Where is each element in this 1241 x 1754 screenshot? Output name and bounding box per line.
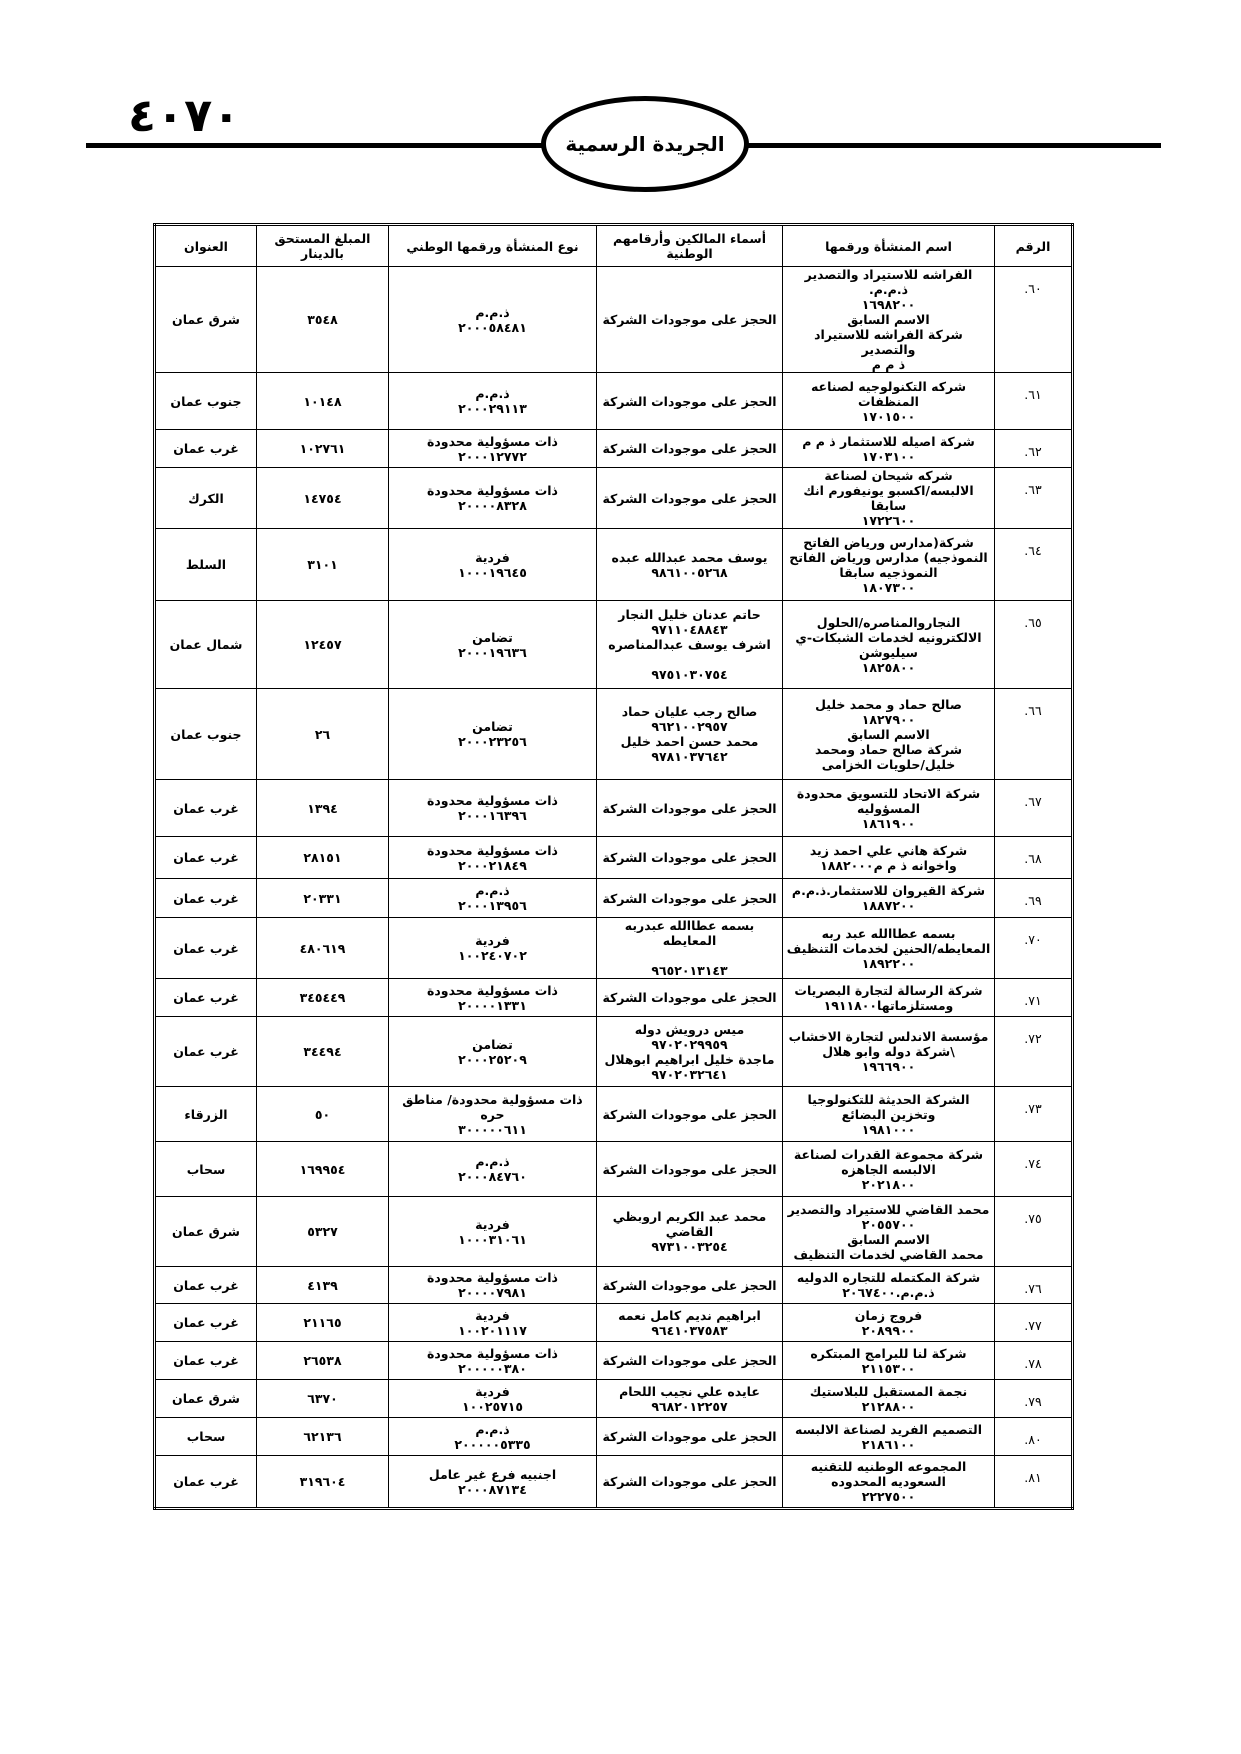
cell-type: فردية ١٠٠٢٤٠٧٠٢: [389, 918, 597, 979]
cell-owners: الحجز على موجودات الشركة: [597, 1142, 783, 1197]
cell-type: ذات مسؤولية محدودة ٢٠٠٠١٦٣٩٦: [389, 780, 597, 837]
cell-address: غرب عمان: [155, 1304, 257, 1342]
cell-type: اجنبيه فرع غير عامل ٢٠٠٠٨٧١٣٤: [389, 1456, 597, 1509]
cell-type: تضامن ٢٠٠٠٢٣٢٥٦: [389, 689, 597, 780]
cell-owners: الحجز على موجودات الشركة: [597, 1267, 783, 1304]
cell-address: غرب عمان: [155, 1267, 257, 1304]
cell-type: فردية ١٠٠٢٥٧١٥: [389, 1380, 597, 1418]
cell-owners: الحجز على موجودات الشركة: [597, 430, 783, 468]
cell-establishment-name: شركه التكنولوجيه لصناعه المنظفات ١٧٠١٥٠٠: [783, 373, 995, 430]
registry-table: [153, 223, 1074, 1510]
table-row: [155, 529, 1073, 601]
table-row: [155, 1197, 1073, 1267]
cell-address: السلط: [155, 529, 257, 601]
cell-number: ٧٠.: [995, 918, 1073, 979]
cell-amount: ٢٦٥٣٨: [257, 1342, 389, 1380]
cell-address: جنوب عمان: [155, 373, 257, 430]
table-header-row: [155, 225, 1073, 267]
cell-address: الكرك: [155, 468, 257, 529]
cell-address: غرب عمان: [155, 879, 257, 918]
col-header-name: اسم المنشأة ورقمها: [783, 225, 995, 267]
table-row: [155, 979, 1073, 1017]
cell-owners: يوسف محمد عبدالله عبده ٩٨٦١٠٠٥٢٦٨: [597, 529, 783, 601]
cell-type: ذات مسؤولية محدودة ٢٠٠٠٠٨٣٢٨: [389, 468, 597, 529]
cell-owners: الحجز على موجودات الشركة: [597, 468, 783, 529]
cell-amount: ١٦٩٩٥٤: [257, 1142, 389, 1197]
cell-address: سحاب: [155, 1418, 257, 1456]
cell-establishment-name: الفراشه للاستيراد والتصدير ذ.م.م. ١٦٩٨٢٠٠ الاسم السابق شركة الفراشه للاستيراد والتصدير ذ م م: [783, 267, 995, 373]
cell-address: سحاب: [155, 1142, 257, 1197]
cell-establishment-name: شركة مجموعة القدرات لصناعة الالبسه الجاهزه ٢٠٢١٨٠٠: [783, 1142, 995, 1197]
cell-amount: ١٣٩٤: [257, 780, 389, 837]
cell-type: ذ.م.م ٢٠٠٠٠٠٥٣٣٥: [389, 1418, 597, 1456]
cell-establishment-name: شركة القيروان للاستثمار.ذ.م.م ١٨٨٧٢٠٠: [783, 879, 995, 918]
cell-type: ذات مسؤولية محدودة ٢٠٠٠١٢٧٧٢: [389, 430, 597, 468]
cell-owners: صالح رجب عليان حماد ٩٦٢١٠٠٢٩٥٧ محمد حسن احمد خليل ٩٧٨١٠٣٧٦٤٢: [597, 689, 783, 780]
cell-address: غرب عمان: [155, 1342, 257, 1380]
cell-amount: ٢٠٣٣١: [257, 879, 389, 918]
table-row: [155, 780, 1073, 837]
cell-number: ٧٢.: [995, 1017, 1073, 1087]
cell-establishment-name: نجمة المستقبل للبلاستيك ٢١٢٨٨٠٠: [783, 1380, 995, 1418]
cell-amount: ١٢٤٥٧: [257, 601, 389, 689]
cell-amount: ٦٣٧٠: [257, 1380, 389, 1418]
cell-establishment-name: الشركة الحديثة للتكنولوجيا وتخزين البضائع ١٩٨١٠٠٠: [783, 1087, 995, 1142]
cell-type: ذ.م.م ٢٠٠٠٢٩١١٣: [389, 373, 597, 430]
cell-type: تضامن ٢٠٠٠٢٥٢٠٩: [389, 1017, 597, 1087]
cell-number: ٦٥.: [995, 601, 1073, 689]
cell-amount: ٥٣٢٧: [257, 1197, 389, 1267]
cell-address: غرب عمان: [155, 837, 257, 879]
cell-owners: بسمه عطاالله عبدربه المعايطه ٩٦٥٢٠١٣١٤٣: [597, 918, 783, 979]
table-row: [155, 1142, 1073, 1197]
cell-type: ذات مسؤولية محدودة ٢٠٠٠٠٧٩٨١: [389, 1267, 597, 1304]
cell-establishment-name: شركة لنا للبرامج المبتكره ٢١١٥٣٠٠: [783, 1342, 995, 1380]
cell-number: ٧٦.: [995, 1267, 1073, 1304]
cell-establishment-name: شركة الرسالة لتجارة البصريات ومستلزماتها١٩١١٨٠٠: [783, 979, 995, 1017]
gazette-title: الجريدة الرسمية: [565, 132, 725, 156]
cell-address: غرب عمان: [155, 430, 257, 468]
cell-amount: ١٠٢٧٦١: [257, 430, 389, 468]
cell-owners: حاتم عدنان خليل النجار ٩٧١١٠٤٨٨٤٣ اشرف يوسف عبدالمناصره ٩٧٥١٠٣٠٧٥٤: [597, 601, 783, 689]
cell-establishment-name: شركة(مدارس ورياض الفاتح النموذجيه) مدارس ورياض الفاتح النموذجيه سابقا ١٨٠٧٣٠٠: [783, 529, 995, 601]
cell-owners: الحجز على موجودات الشركة: [597, 1087, 783, 1142]
cell-number: ٧٩.: [995, 1380, 1073, 1418]
cell-establishment-name: التصميم الفريد لصناعة الالبسه ٢١٨٦١٠٠: [783, 1418, 995, 1456]
cell-amount: ٥٠: [257, 1087, 389, 1142]
cell-type: ذ.م.م ٢٠٠٠١٣٩٥٦: [389, 879, 597, 918]
cell-amount: ٢٦: [257, 689, 389, 780]
table-row: [155, 1017, 1073, 1087]
cell-type: فردية ١٠٠٢٠١١١٧: [389, 1304, 597, 1342]
cell-amount: ٤٨٠٦١٩: [257, 918, 389, 979]
cell-establishment-name: محمد القاضي للاستيراد والتصدير ٢٠٥٥٧٠٠ الاسم السابق محمد القاضي لخدمات التنظيف: [783, 1197, 995, 1267]
cell-owners: الحجز على موجودات الشركة: [597, 267, 783, 373]
cell-number: ٨١.: [995, 1456, 1073, 1509]
table-row: [155, 837, 1073, 879]
cell-address: شرق عمان: [155, 1380, 257, 1418]
cell-type: تضامن ٢٠٠٠١٩٦٣٦: [389, 601, 597, 689]
cell-owners: الحجز على موجودات الشركة: [597, 373, 783, 430]
cell-establishment-name: المجموعه الوطنيه للتقنيه السعوديه المحدوده ٢٢٢٧٥٠٠: [783, 1456, 995, 1509]
cell-owners: الحجز على موجودات الشركة: [597, 780, 783, 837]
cell-amount: ٣٤٥٤٤٩: [257, 979, 389, 1017]
table-row: [155, 1380, 1073, 1418]
cell-address: غرب عمان: [155, 1017, 257, 1087]
table-row: [155, 373, 1073, 430]
table-row: [155, 1456, 1073, 1509]
cell-type: ذات مسؤولية محدودة ٢٠٠٠٠١٣٣١: [389, 979, 597, 1017]
cell-establishment-name: شركه شيحان لصناعة الالبسه/اكسبو يونيفورم انك سابقا ١٧٢٢٦٠٠: [783, 468, 995, 529]
cell-address: شرق عمان: [155, 267, 257, 373]
table-row: [155, 1304, 1073, 1342]
table-row: [155, 1418, 1073, 1456]
cell-owners: الحجز على موجودات الشركة: [597, 879, 783, 918]
page-number: ٤٠٧٠: [128, 88, 241, 142]
cell-number: ٨٠.: [995, 1418, 1073, 1456]
cell-address: غرب عمان: [155, 780, 257, 837]
cell-address: غرب عمان: [155, 979, 257, 1017]
cell-number: ٧٤.: [995, 1142, 1073, 1197]
cell-number: ٦٨.: [995, 837, 1073, 879]
cell-establishment-name: النجاروالمناصره/الحلول الالكترونيه لخدمات الشبكات-ي سيليوشن ١٨٢٥٨٠٠: [783, 601, 995, 689]
cell-establishment-name: شركة اصيله للاستثمار ذ م م ١٧٠٣١٠٠: [783, 430, 995, 468]
col-header-number: الرقم: [995, 225, 1073, 267]
cell-establishment-name: مؤسسة الاندلس لتجارة الاخشاب \شركة دوله وابو هلال ١٩٦٦٩٠٠: [783, 1017, 995, 1087]
cell-number: ٦٩.: [995, 879, 1073, 918]
cell-number: ٧٧.: [995, 1304, 1073, 1342]
cell-establishment-name: بسمه عطاالله عبد ربه المعايطه/الحنين لخدمات التنظيف ١٨٩٢٢٠٠: [783, 918, 995, 979]
cell-amount: ١٤٧٥٤: [257, 468, 389, 529]
cell-address: شرق عمان: [155, 1197, 257, 1267]
cell-address: الزرقاء: [155, 1087, 257, 1142]
cell-number: ٦٠.: [995, 267, 1073, 373]
cell-owners: الحجز على موجودات الشركة: [597, 979, 783, 1017]
cell-number: ٦٦.: [995, 689, 1073, 780]
cell-establishment-name: فروج زمان ٢٠٨٩٩٠٠: [783, 1304, 995, 1342]
cell-amount: ٦٢١٣٦: [257, 1418, 389, 1456]
cell-amount: ٣٤٤٩٤: [257, 1017, 389, 1087]
cell-amount: ٣١٩٦٠٤: [257, 1456, 389, 1509]
cell-owners: الحجز على موجودات الشركة: [597, 1342, 783, 1380]
cell-number: ٧٥.: [995, 1197, 1073, 1267]
table-row: [155, 430, 1073, 468]
cell-type: ذات مسؤولية محدودة ٢٠٠٠٠٠٣٨٠: [389, 1342, 597, 1380]
cell-address: غرب عمان: [155, 1456, 257, 1509]
cell-owners: محمد عبد الكريم اروبظي القاضي ٩٧٣١٠٠٣٢٥٤: [597, 1197, 783, 1267]
cell-establishment-name: صالح حماد و محمد خليل ١٨٢٧٩٠٠ الاسم السابق شركة صالح حماد ومحمد خليل/حلويات الخزامى: [783, 689, 995, 780]
table-row: [155, 879, 1073, 918]
cell-number: ٧٨.: [995, 1342, 1073, 1380]
cell-owners: ميس درويش دوله ٩٧٠٢٠٢٩٩٥٩ ماجدة خليل ابراهيم ابوهلال ٩٧٠٢٠٣٢٦٤١: [597, 1017, 783, 1087]
cell-number: ٧١.: [995, 979, 1073, 1017]
table-row: [155, 689, 1073, 780]
col-header-type: نوع المنشأة ورقمها الوطني: [389, 225, 597, 267]
cell-owners: عايده علي نجيب اللحام ٩٦٨٢٠١٢٢٥٧: [597, 1380, 783, 1418]
cell-owners: ابراهيم نديم كامل نعمه ٩٦٤١٠٣٧٥٨٣: [597, 1304, 783, 1342]
cell-type: ذات مسؤولية محدودة/ مناطق حره ٣٠٠٠٠٠٦١١: [389, 1087, 597, 1142]
cell-amount: ٣٥٤٨: [257, 267, 389, 373]
cell-establishment-name: شركة المكتمله للتجاره الدوليه ذ.م.م.٢٠٦٧٤٠٠: [783, 1267, 995, 1304]
cell-type: فردية ١٠٠٠٣١٠٦١: [389, 1197, 597, 1267]
cell-owners: الحجز على موجودات الشركة: [597, 837, 783, 879]
table-row: [155, 468, 1073, 529]
col-header-address: العنوان: [155, 225, 257, 267]
cell-type: فردية ١٠٠٠١٩٦٤٥: [389, 529, 597, 601]
cell-type: ذ.م.م ٢٠٠٠٨٤٧٦٠: [389, 1142, 597, 1197]
cell-amount: ٣١٠١: [257, 529, 389, 601]
table-row: [155, 1342, 1073, 1380]
cell-address: شمال عمان: [155, 601, 257, 689]
cell-establishment-name: شركة هاني علي احمد زيد واخوانه ذ م م١٨٨٢٠٠٠: [783, 837, 995, 879]
cell-owners: الحجز على موجودات الشركة: [597, 1418, 783, 1456]
col-header-amount: المبلغ المستحق بالدينار: [257, 225, 389, 267]
table-row: [155, 1087, 1073, 1142]
cell-amount: ٢١١٦٥: [257, 1304, 389, 1342]
cell-number: ٦٣.: [995, 468, 1073, 529]
table-row: [155, 601, 1073, 689]
cell-address: جنوب عمان: [155, 689, 257, 780]
col-header-owners: أسماء المالكين وأرقامهم الوطنية: [597, 225, 783, 267]
table-row: [155, 267, 1073, 373]
cell-number: ٦٤.: [995, 529, 1073, 601]
cell-type: ذات مسؤولية محدودة ٢٠٠٠٢١٨٤٩: [389, 837, 597, 879]
cell-type: ذ.م.م ٢٠٠٠٥٨٤٨١: [389, 267, 597, 373]
cell-number: ٦١.: [995, 373, 1073, 430]
cell-owners: الحجز على موجودات الشركة: [597, 1456, 783, 1509]
cell-amount: ٤١٣٩: [257, 1267, 389, 1304]
cell-amount: ٢٨١٥١: [257, 837, 389, 879]
cell-number: ٦٢.: [995, 430, 1073, 468]
cell-number: ٦٧.: [995, 780, 1073, 837]
cell-establishment-name: شركة الاتحاد للتسويق محدودة المسؤوليه ١٨٦١٩٠٠: [783, 780, 995, 837]
cell-address: غرب عمان: [155, 918, 257, 979]
table-row: [155, 1267, 1073, 1304]
table-row: [155, 918, 1073, 979]
cell-number: ٧٣.: [995, 1087, 1073, 1142]
gazette-title-oval: [541, 96, 749, 192]
cell-amount: ١٠١٤٨: [257, 373, 389, 430]
